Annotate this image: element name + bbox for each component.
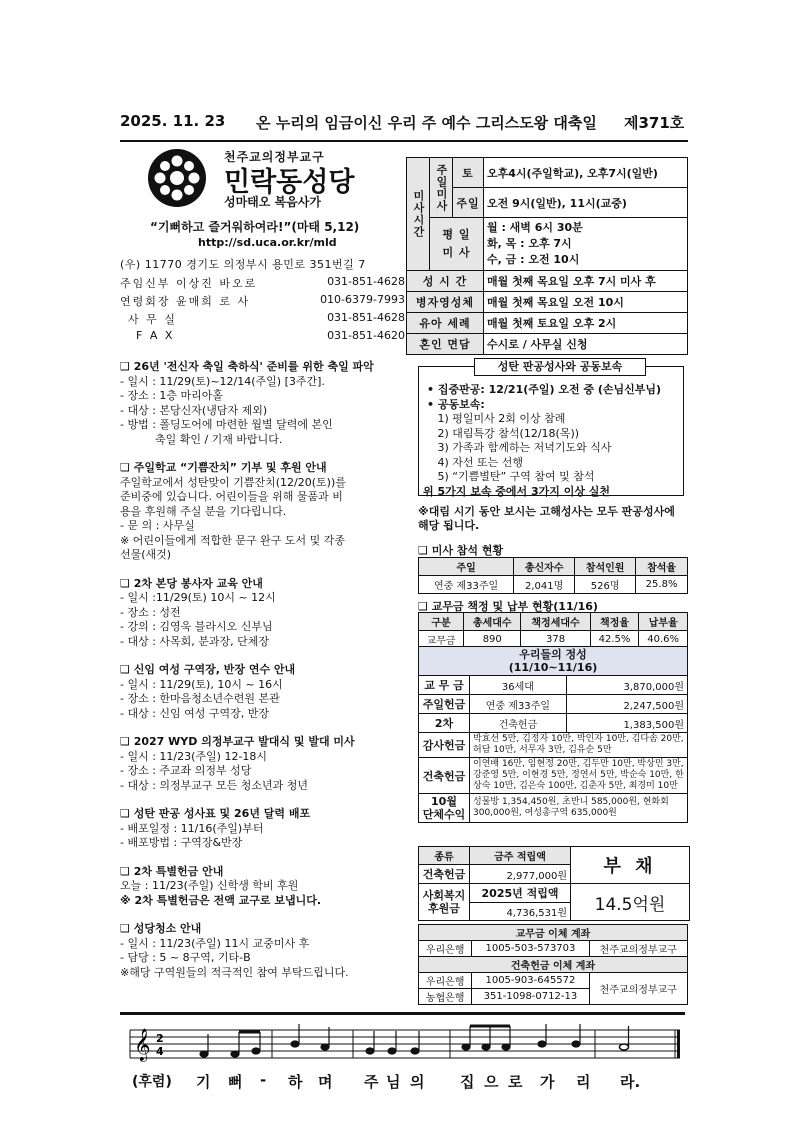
table-cell: 890 [464,631,521,649]
offering-detail: 건축헌금 [470,714,567,733]
table-cell: 25.8% [636,576,688,594]
table-cell: 40.6% [639,631,688,649]
table-cell: 526명 [575,576,636,594]
diocese-name: 천주교의정부교구 [224,150,325,164]
contact-phone: 031-851-4628 [327,311,405,324]
offering-amount: 1,383,500원 [566,714,687,733]
confession-line: 2) 대림특강 참석(12/18(목)) [427,426,580,440]
table-header: 총신자수 [514,558,575,576]
contact-label: F A X [136,329,175,342]
table-cell: 교무금 [419,631,464,649]
offering-amount: 2,247,500원 [566,695,687,714]
offering-detail: 36세대 [470,676,567,695]
table-header: 참석인원 [575,558,636,576]
contact-label: 주임신부 이상진 바오로 [120,277,258,290]
bank-name: 우리은행 [419,941,472,957]
sunday-mass-time: 오전 9시(일반), 11시(교중) [484,188,688,218]
building-account-title: 건축헌금 이체 계좌 [419,957,688,973]
table-header: 주일 [419,558,514,576]
refrain-label: (후렴) [132,1074,172,1090]
table-header: 납부율 [639,613,688,631]
music-staff [120,1020,685,1070]
welfare-fund-amount: 4,736,531원 [470,903,571,921]
notice-line: - 장소 : 주교좌 의정부 성당 [120,764,252,777]
notice-title: ❑ 26년 '전신자 축일 축하식' 준비를 위한 축일 파악 [120,360,374,373]
notice-line: 준비중에 있습니다. 어린이들을 위해 물품과 비 [120,490,343,503]
notice-line: - 방법 : 폴딩도어에 마련한 월별 달력에 본인 [120,418,333,431]
offerings-period: (11/10~11/16) [508,661,598,674]
notice-line: - 일시 : 11/29(토)~12/14(주일) [3주간]. [120,374,325,388]
weekday-time: 월 : 새벽 6시 30분 [487,221,583,234]
notice-line: - 문 의 : 사무실 [120,519,195,532]
notice-line: - 배포방법 : 구역장&반장 [120,836,243,849]
contact-row [120,329,405,345]
notice-line: - 장소 : 성전 [120,605,181,619]
notice-title: ❑ 성탄 판공 성사표 및 26년 달력 배포 [120,807,311,820]
lyric-syllable: 라. [620,1073,641,1091]
account-owner: 천주교의정부교구 [589,973,687,1005]
table-row [419,576,688,594]
contact-label: 연령회장 윤매희 로 사 [120,295,251,308]
bank-name: 우리은행 [419,973,472,989]
account-number: 351-1098-0712-13 [472,989,589,1005]
confession-title: 성탄 판공성사와 공동보속 [474,358,646,376]
table-header: 책정율 [590,613,639,631]
parish-url[interactable]: http://sd.uca.or.kr/mld [198,236,337,249]
notice-line: ※해당 구역원들의 적극적인 참여 부탁드립니다. [120,965,349,979]
dues-title: ❑ 교무금 책정 및 납부 현황(11/16) [418,600,598,613]
lyric-syllable: 가 [540,1073,555,1091]
notice-line: 용을 후원해 주실 분을 기다립니다. [120,504,287,518]
notices-column [120,360,390,980]
offerings-title: 우리들의 정성 [519,648,587,661]
svg-text:𝄞: 𝄞 [134,1028,151,1061]
lyric-syllable: 뻐 [228,1073,243,1091]
attendance-table [418,557,688,594]
schedule-value: 매월 첫째 목요일 오후 7시 미사 후 [484,271,688,292]
contact-phone: 031-851-4620 [327,329,405,342]
notice-line: - 강의 : 김영욱 블라시오 신부님 [120,620,273,633]
lyric-syllable: 로 [508,1073,523,1091]
notice-title: ❑ 2차 본당 봉사자 교육 안내 [120,576,263,590]
schedule-label: 유아 세례 [407,313,484,334]
offerings-header [419,647,688,676]
notice-line: - 일시 : 11/29(토), 10시 ~ 16시 [120,677,283,691]
saturday-mass-time: 오후4시(주일학교), 오후7시(일반) [484,158,688,188]
confession-line: 1) 평일미사 2회 이상 참례 [427,412,566,425]
contact-row [120,311,405,327]
parish-name: 민락동성당 [224,167,355,198]
weekday-mass-label: 평 일 미 사 [430,218,484,271]
confession-note: ※대림 시기 동안 보시는 고해성사는 모두 판공성사에 해당 됩니다. [418,505,675,532]
svg-text:2: 2 [156,1032,164,1045]
yearly-savings-label: 2025년 적립액 [470,884,571,903]
table-header: 금주 적립액 [470,847,571,865]
notice-title: ❑ 주일학교 “기쁨잔치” 기부 및 후원 안내 [120,461,327,474]
notice-title: ❑ 성당청소 안내 [120,922,202,935]
parish-address: (우) 11770 경기도 의정부시 용민로 351번길 7 [120,258,366,271]
lyric-syllable: 리 [576,1073,591,1091]
group-income-label: 10월 단체수익 [419,794,470,823]
lyric-syllable: 며 [318,1073,333,1091]
issue-number: 제371호 [624,114,685,132]
contact-phone: 010-6379-7993 [320,293,405,306]
dues-account-title: 교무금 이체 계좌 [419,925,688,941]
contact-label: 사 무 실 [128,313,177,326]
notice-line: ※ 2차 특별헌금은 전액 교구로 보냅니다. [120,893,322,907]
notice-line: - 배포일정 : 11/16(주일)부터 [120,821,264,835]
offering-label: 주일헌금 [419,695,470,714]
notice-line: - 대상 : 사목회, 분과장, 단체장 [120,634,270,648]
contact-phone: 031-851-4628 [327,275,405,288]
svg-text:4: 4 [156,1045,164,1058]
table-header: 총세대수 [464,613,521,631]
building-offering-names: 이연배 16만, 임현정 20만, 김두만 10만, 박상민 3만, 강준영 5만, 이현경 5만, 정연서 5만, 박순숙 10만, 한상숙 10만, 김은숙 100만, 김춘자 5만, 최경미 10만 [470,758,688,794]
dues-table [418,612,688,649]
feast-title: 온 누리의 임금이신 우리 주 예수 그리스도왕 대축일 [256,114,597,132]
notice-title: ❑ 신임 여성 구역장, 반장 연수 안내 [120,663,296,676]
confession-line: • 집중판공: 12/21(주일) 오전 중 (손님신부님) [427,383,662,396]
bulletin-date: 2025. 11. 23 [120,112,226,130]
attendance-title: ❑ 미사 참석 현황 [418,544,504,557]
debt-amount: 14.5억원 [571,884,690,921]
lyric-syllable: 집 [460,1073,475,1091]
parish-motto: “기뻐하고 즐거워하여라!”(마태 5,12) [150,220,360,234]
debt-title: 부 채 [571,847,690,884]
weekday-time: 수, 금 : 오전 10시 [487,253,580,266]
confession-line: 4) 자선 또는 선행 [427,455,524,469]
notice-line: 선물(새것) [120,548,172,561]
table-cell: 378 [521,631,590,649]
sunday-mass-label: 주일미사 [430,158,453,218]
offering-amount: 3,870,000원 [566,676,687,695]
notice-title: ❑ 2차 특별헌금 안내 [120,864,224,878]
lyric-syllable: 기 [196,1073,211,1091]
table-header: 구분 [419,613,464,631]
lyrics-row [0,1071,793,1093]
contact-row [120,293,405,309]
table-cell: 42.5% [590,631,639,649]
notice-title: ❑ 2027 WYD 의정부교구 발대식 및 발대 미사 [120,735,355,748]
lyric-syllable: 님 [386,1073,401,1091]
saturday-label: 토 [453,158,484,188]
header-divider [120,140,688,142]
table-header: 참석율 [636,558,688,576]
sunday-label: 주일 [453,188,484,218]
notice-line: - 일시 : 11/23(주일) 12-18시 [120,749,268,763]
savings-debt-table [418,846,690,921]
lyric-syllable: 주 [364,1073,379,1091]
offering-label: 2차 [419,714,470,733]
schedule-label: 성 시 간 [407,271,484,292]
welfare-fund-label: 사회복지 후원금 [419,884,470,921]
confession-line: 3) 가족과 함께하는 저녁기도와 식사 [427,441,612,454]
bulletin-header [120,108,685,138]
bank-name: 농협은행 [419,989,472,1005]
thanks-offering-names: 박효선 5만, 김정자 10만, 박인자 10만, 김다솜 20만, 허담 10만, 서무자 3만, 김유순 5만 [470,733,688,758]
notice-line: 오늘 : 11/23(주일) 신학생 학비 후원 [120,879,299,892]
notice-line: - 대상 : 신임 여성 구역장, 반장 [120,706,270,720]
notice-line: ※ 어린이들에게 적합한 문구 완구 도서 및 각종 [120,533,345,547]
thanks-offering-label: 감사헌금 [419,733,470,758]
group-income-values: 성물방 1,354,450원, 초반니 585,000원, 현화회 300,000원, 여성총구역 635,000원 [470,794,688,823]
mass-section-label: 미사시간 [407,158,430,271]
offering-label: 교 무 금 [419,676,470,695]
lyric-syllable: 으 [484,1073,499,1091]
lyric-syllable: - [260,1071,267,1089]
score-top-rule [120,1012,685,1015]
parish-logo-icon [147,148,207,208]
notice-line: - 일시 :11/29(토) 10시 ~ 12시 [120,591,276,604]
notice-line: - 대상 : 본당신자(냉담자 제외) [120,403,268,417]
confession-box [418,366,684,496]
account-owner: 천주교의정부교구 [589,941,687,957]
notice-line: 축일 확인 / 기재 바랍니다. [120,432,283,446]
notice-line: - 장소 : 1층 마리아홀 [120,389,224,402]
schedule-value: 매월 첫째 토요일 오후 2시 [484,313,688,334]
building-fund-label: 건축헌금 [419,865,470,884]
confession-line: 5) “기쁨별탄” 구역 참여 및 참석 [427,470,595,483]
lyric-syllable: 의 [410,1073,425,1091]
schedule-value: 수시로 / 사무실 신청 [484,334,688,355]
account-number: 1005-903-645572 [472,973,589,989]
table-cell: 연중 제33주일 [419,576,514,594]
offering-detail: 연중 제33주일 [470,695,567,714]
lyric-syllable: 하 [288,1073,303,1091]
account-number: 1005-503-573703 [472,941,589,957]
table-header: 책정세대수 [521,613,590,631]
parish-patron: 성마태오 복음사가 [224,195,321,209]
offerings-table [418,646,688,823]
notice-line: - 장소 : 한마음청소년수련원 본관 [120,692,280,705]
weekday-mass-times [484,218,688,271]
schedule-label: 병자영성체 [407,292,484,313]
building-fund-amount: 2,977,000원 [470,865,571,884]
table-header: 종류 [419,847,470,865]
bank-accounts-table [418,924,688,1005]
schedule-label: 혼인 면담 [407,334,484,355]
contact-row [120,275,405,291]
confession-summary: 위 5가지 보속 중에서 3가지 이상 실천 [423,484,611,498]
notice-line: - 일시 : 11/23(주일) 11시 교중미사 후 [120,936,310,950]
mass-times-table [406,157,688,355]
confession-line: • 공동보속: [427,397,485,411]
notice-line: - 대상 : 의정부교구 모든 청소년과 청년 [120,778,309,792]
weekday-time: 화, 목 : 오후 7시 [487,237,572,250]
table-cell: 2,041명 [514,576,575,594]
notice-line: 주일학교에서 성탄맞이 기쁨잔치(12/20(토))를 [120,475,346,489]
schedule-value: 매월 첫째 목요일 오전 10시 [484,292,688,313]
building-offering-label: 건축헌금 [419,758,470,794]
notice-line: - 담당 : 5 ~ 8구역, 기타-B [120,951,251,964]
